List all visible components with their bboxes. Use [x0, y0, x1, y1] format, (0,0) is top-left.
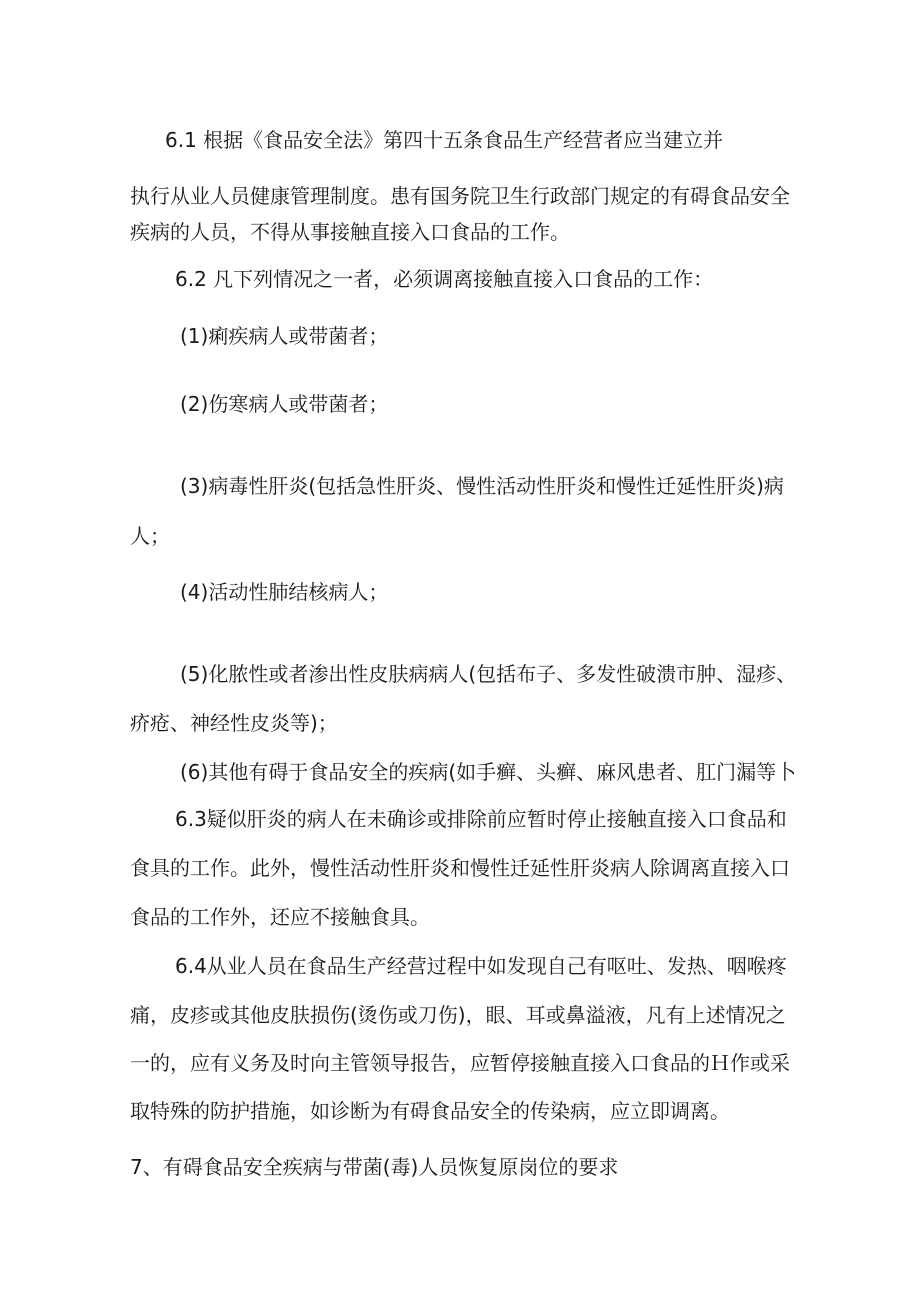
list-item-5-line-2: 疥疮、神经性皮炎等)；	[130, 711, 338, 735]
paragraph-6-4-line-3: 一的，应有义务及时向主管领导报告，应暂停接触直接入口食品的Ｈ作或采	[130, 1051, 790, 1075]
paragraph-6-4-line-2: 痛，皮疹或其他皮肤损伤(烫伤或刀伤)，眼、耳或鼻溢液，凡有上述情况之	[130, 1003, 786, 1027]
list-item-2: (2)伤寒病人或带菌者；	[180, 392, 389, 416]
section-7-heading: 7、有碍食品安全疾病与带菌(毒)人员恢复原岗位的要求	[130, 1155, 619, 1179]
list-item-5-line-1: (5)化脓性或者渗出性皮肤病病人(包括布子、多发性破溃市肿、湿疹、	[180, 662, 797, 686]
paragraph-6-1-line-2: 执行从业人员健康管理制度。患有国务院卫生行政部门规定的有碍食品安全	[130, 184, 790, 208]
list-item-6: (6)其他有碍于食品安全的疾病(如手癣、头癣、麻风患者、肛门漏等卜	[180, 760, 797, 784]
paragraph-6-1-line-3: 疾病的人员，不得从事接触直接入口食品的工作。	[130, 220, 570, 244]
paragraph-6-3-line-3: 食品的工作外，还应不接触食具。	[130, 905, 430, 929]
list-item-1: (1)痢疾病人或带菌者；	[180, 324, 389, 348]
list-item-3-line-2: 人；	[130, 524, 170, 548]
list-item-4: (4)活动性肺结核病人；	[180, 580, 389, 604]
paragraph-6-4-line-1: 6.4从业人员在食品生产经营过程中如发现自己有呕吐、发热、咽喉疼	[175, 954, 787, 978]
paragraph-6-3-line-2: 食具的工作。此外，慢性活动性肝炎和慢性迁延性肝炎病人除调离直接入口	[130, 856, 790, 880]
paragraph-6-3-line-1: 6.3疑似肝炎的病人在未确诊或排除前应暂时停止接触直接入口食品和	[175, 807, 787, 831]
list-item-3-line-1: (3)病毒性肝炎(包括急性肝炎、慢性活动性肝炎和慢性迁延性肝炎)病	[180, 474, 784, 498]
paragraph-6-2: 6.2 凡下列情况之一者，必须调离接触直接入口食品的工作：	[175, 267, 714, 291]
paragraph-6-4-line-4: 取特殊的防护措施，如诊断为有碍食品安全的传染病，应立即调离。	[130, 1099, 730, 1123]
paragraph-6-1-line-1: 6.1 根据《食品安全法》第四十五条食品生产经营者应当建立并	[165, 128, 724, 152]
